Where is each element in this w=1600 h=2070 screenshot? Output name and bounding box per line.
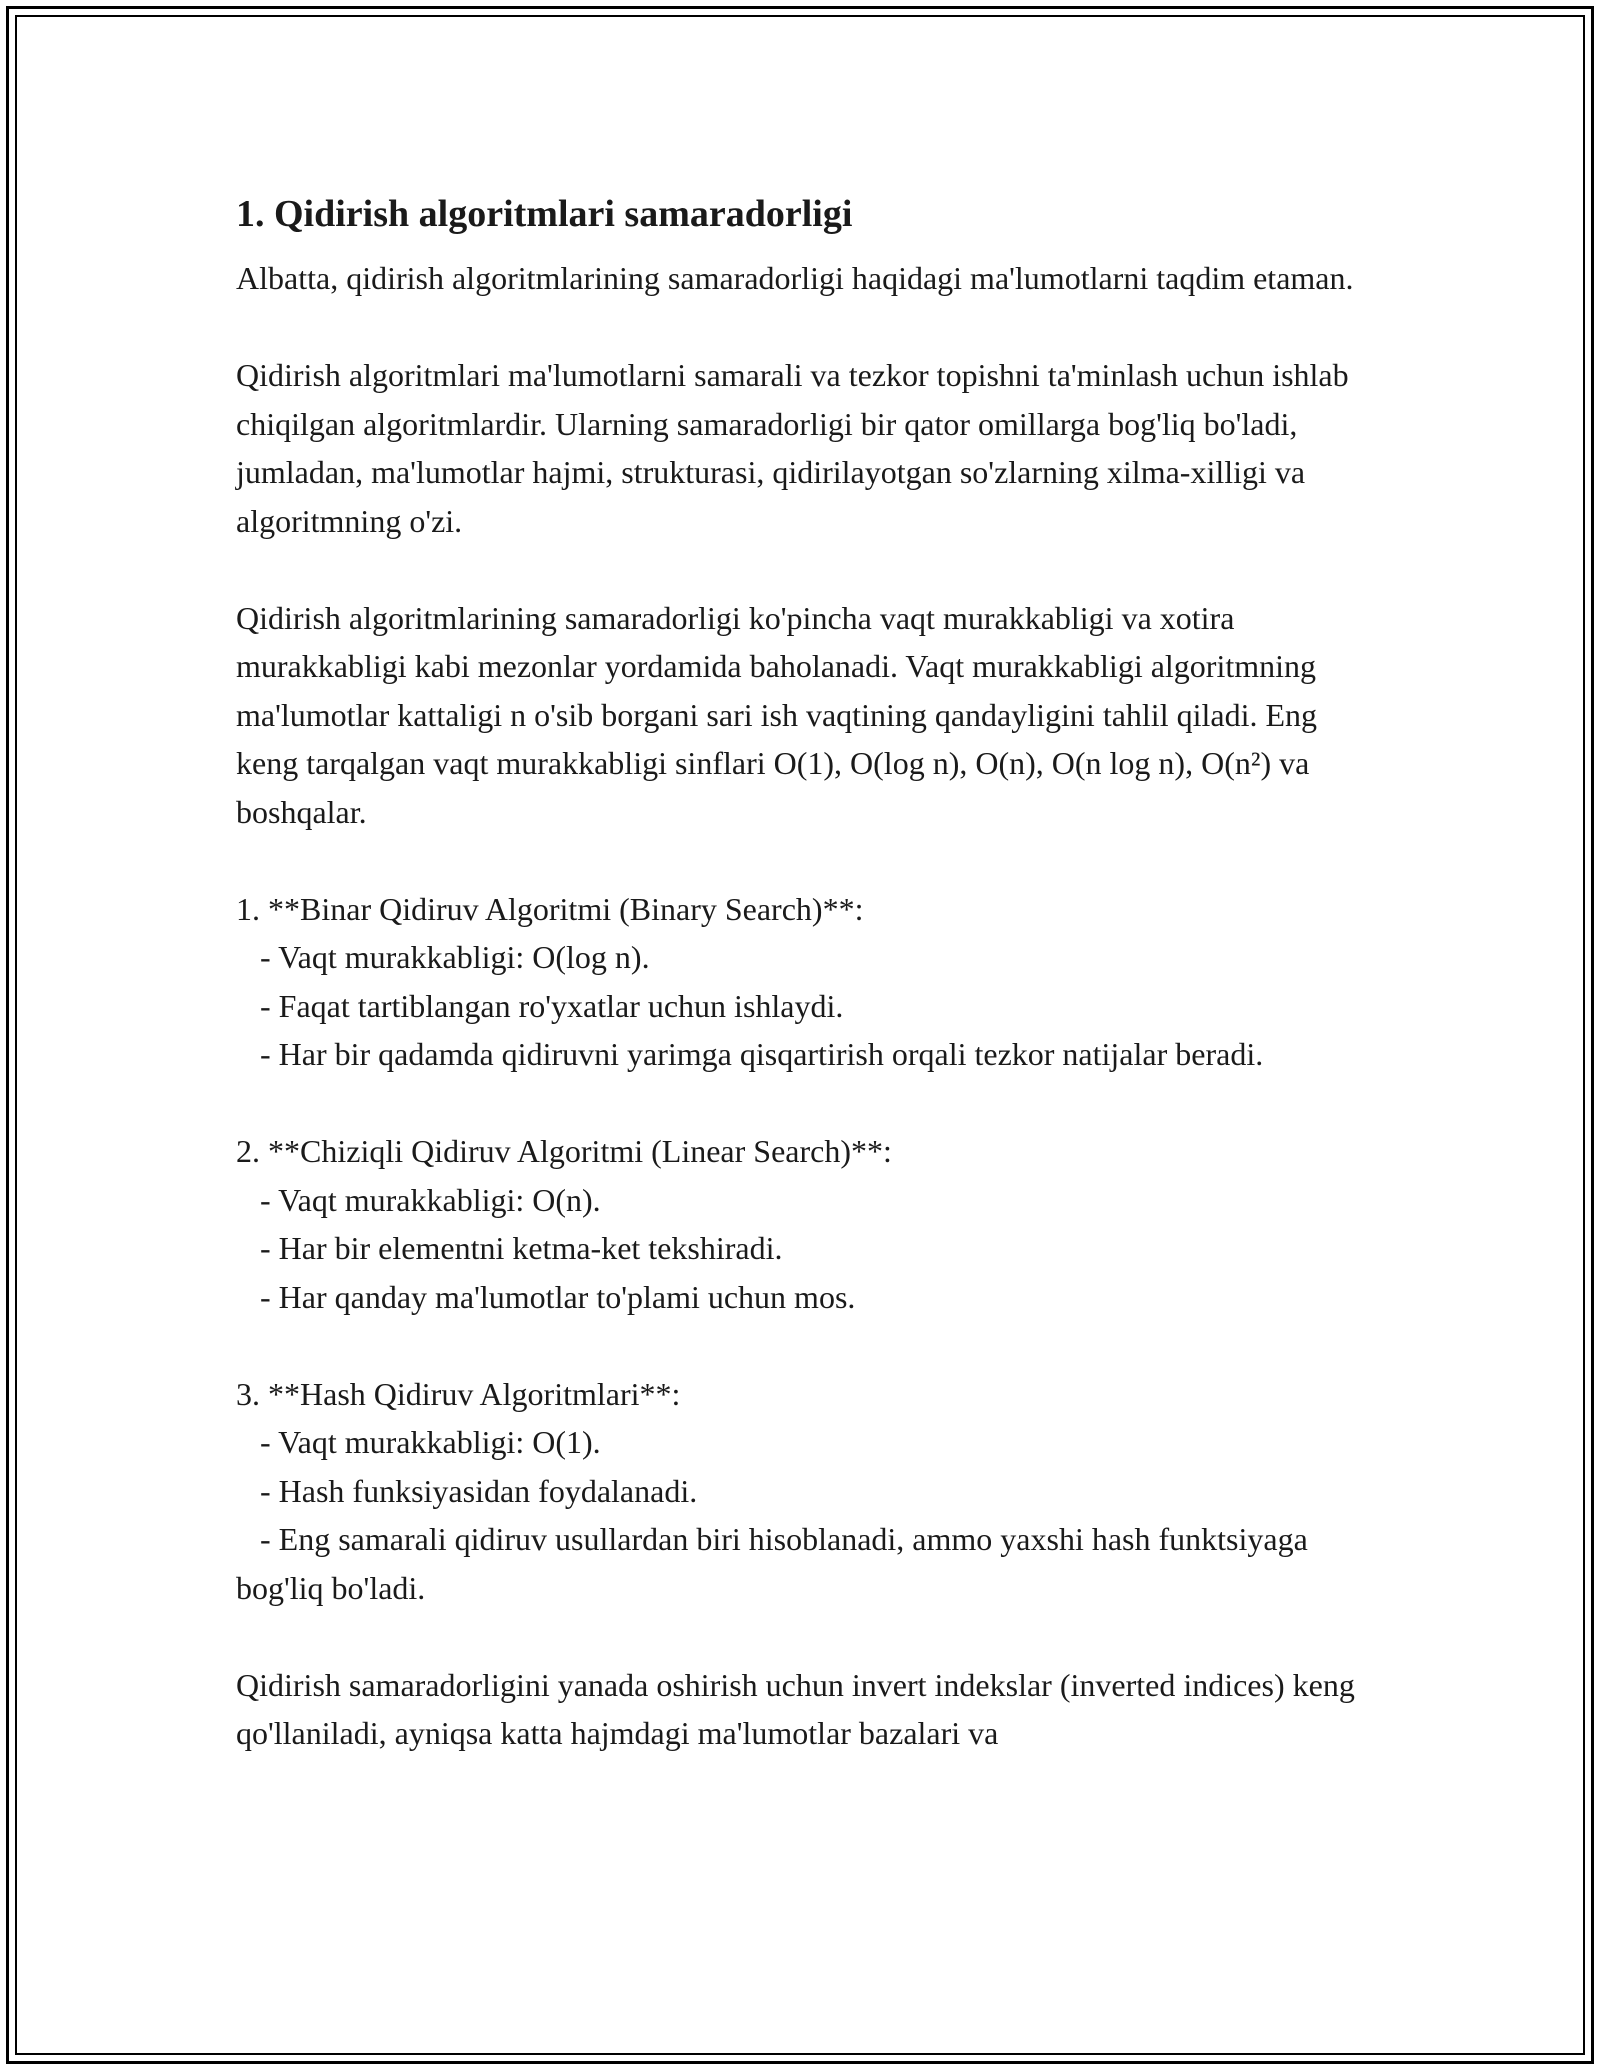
paragraph-3: Qidirish samaradorligini yanada oshirish uchun invert indekslar (inverted indices) keng qo'llaniladi, ayniqsa katta hajmdagi ma'lumotlar bazalari va bbox=[236, 1666, 1363, 1751]
algorithm-item-hash bbox=[236, 1370, 1366, 1613]
paragraph-1: Qidirish algoritmlari ma'lumotlarni samarali va tezkor topishni ta'minlash uchun ishlab chiqilgan algoritmlardir. Ularning samaradorligi bir qator omillarga bog'liq bo'ladi, jumladan, ma'lumotlar hajmi, strukturasi, qidirilayotgan so'zlarning xilma-xilligi va algoritmning o'zi. bbox=[236, 357, 1357, 539]
algorithm-point: - Faqat tartiblangan ro'yxatlar uchun ishlaydi. bbox=[236, 987, 844, 1024]
algorithm-heading: 2. **Chiziqli Qidiruv Algoritmi (Linear Search)**: bbox=[236, 1133, 892, 1169]
section-title: 1. Qidirish algoritmlari samaradorligi bbox=[236, 193, 853, 235]
algorithm-point: - Har bir qadamda qidiruvni yarimga qisqartirish orqali tezkor natijalar beradi. bbox=[236, 1036, 1264, 1072]
algorithm-point: - Hash funksiyasidan foydalanadi. bbox=[236, 1472, 698, 1509]
paragraph-2: Qidirish algoritmlarining samaradorligi ko'pincha vaqt murakkabligi va xotira murakkabligi kabi mezonlar yordamida baholanadi. Vaqt murakkabligi algoritmning ma'lumotlar kattaligi n o'sib borgani sari ish vaqtining qandayligini tahlil qiladi. Eng keng tarqalgan vaqt murakkabligi sinflari O(1), O(log n), O(n), O(n log n), O(n²) va boshqalar. bbox=[236, 599, 1325, 830]
document-body bbox=[236, 180, 1366, 1806]
algorithm-point: - Eng samarali qidiruv usullardan biri hisoblanadi, ammo yaxshi hash funktsiyaga bog'liq bo'ladi. bbox=[236, 1521, 1316, 1606]
algorithm-heading: 3. **Hash Qidiruv Algoritmlari**: bbox=[236, 1375, 681, 1412]
algorithm-item-linear bbox=[236, 1127, 1366, 1321]
algorithm-point: - Vaqt murakkabligi: O(n). bbox=[236, 1181, 601, 1218]
algorithm-point: - Vaqt murakkabligi: O(log n). bbox=[236, 939, 650, 975]
algorithm-point: - Har bir elementni ketma-ket tekshiradi. bbox=[236, 1230, 783, 1266]
intro-paragraph: Albatta, qidirish algoritmlarining samaradorligi haqidagi ma'lumotlarni taqdim etaman. bbox=[236, 260, 1354, 296]
algorithm-point: - Vaqt murakkabligi: O(1). bbox=[236, 1424, 601, 1460]
algorithm-heading: 1. **Binar Qidiruv Algoritmi (Binary Search)**: bbox=[236, 890, 864, 927]
algorithm-item-binary bbox=[236, 885, 1366, 1079]
algorithm-point: - Har qanday ma'lumotlar to'plami uchun mos. bbox=[236, 1278, 856, 1315]
